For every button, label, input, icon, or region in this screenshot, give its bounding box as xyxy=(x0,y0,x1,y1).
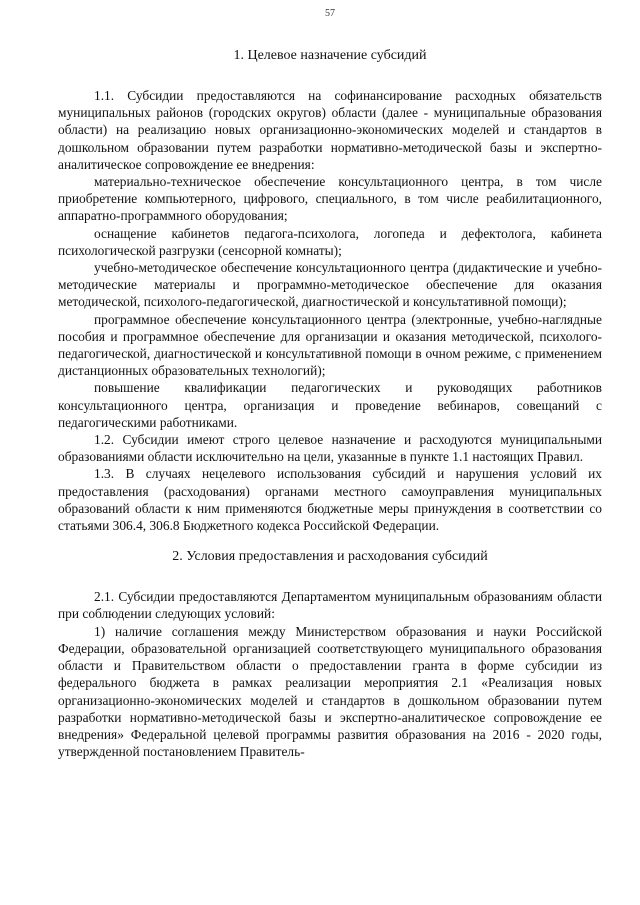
section-2-heading: 2. Условия предоставления и расходования субсидий xyxy=(172,549,488,565)
list-item-equipment: материально-техническое обеспечение консультационного центра, в том числе приобретение компьютерного, цифрового, специального, в том числе реабилитационного, аппаратно-программного оборудования; xyxy=(58,174,602,224)
section-1-body xyxy=(58,87,602,534)
list-item-software: программное обеспечение консультационного центра (электронные, учебно-наглядные пособия и программное обеспечение для организации и оказания методической, психолого-педагогической, диагностической и консультативной помощи в очном режиме, с применением дистанционных образовательных технологий); xyxy=(58,311,602,379)
list-item-cabinets: оснащение кабинетов педагога-психолога, логопеда и дефектолога, кабинета психологической разгрузки (сенсорной комнаты); xyxy=(58,225,602,258)
page-number: 57 xyxy=(325,8,335,19)
list-item-qualification: повышение квалификации педагогических и руководящих работников консультационного центра, организация и проведение вебинаров, совещаний с педагогическими работниками. xyxy=(58,380,602,430)
paragraph-1-3: 1.3. В случаях нецелевого использования субсидий и нарушения условий их предоставления (расходования) органами местного самоуправления муниципальных образований области к ним применяются бюджетные меры принуждения в соответствии со статьями 306.4, 306.8 Бюджетного кодекса Российской Федерации. xyxy=(58,466,602,534)
section-2-body xyxy=(58,588,602,760)
paragraph-2-1-item-1: 1) наличие соглашения между Министерством образования и науки Российской Федерации, образовательной организацией соответствующего муниципального образования области и Правительством области о предоставлении гранта в форме субсидии из федерального бюджета в рамках реализации мероприятия 2.1 «Реализация новых организационно-экономических моделей и стандартов в дошкольном образовании путем разработки нормативно-методической базы и экспертно-аналитическое сопровождение ее внедрения» Федеральной целевой программы развития образования на 2016 - 2020 годы, утвержденной постановлением Правитель- xyxy=(58,623,602,760)
paragraph-1-1: 1.1. Субсидии предоставляются на софинансирование расходных обязательств муниципальных районов (городских округов) области (далее - муниципальные образования области) на реализацию новых организационно-экономических моделей и стандартов в дошкольном образовании путем разработки нормативно-методической базы и экспертно-аналитическое сопровождение ее внедрения: xyxy=(58,88,602,172)
paragraph-1-2: 1.2. Субсидии имеют строго целевое назначение и расходуются муниципальными образованиями области исключительно на цели, указанные в пункте 1.1 настоящих Правил. xyxy=(58,432,602,465)
list-item-methodical-support: учебно-методическое обеспечение консультационного центра (дидактические и учебно-методические материалы и программно-методическое обеспечение для оказания методической, психолого-педагогической, диагностической и консультативной помощи); xyxy=(58,260,602,310)
section-1-heading: 1. Целевое назначение субсидий xyxy=(233,48,427,63)
paragraph-2-1: 2.1. Субсидии предоставляются Департаментом муниципальным образованиям области при соблюдении следующих условий: xyxy=(58,589,602,622)
